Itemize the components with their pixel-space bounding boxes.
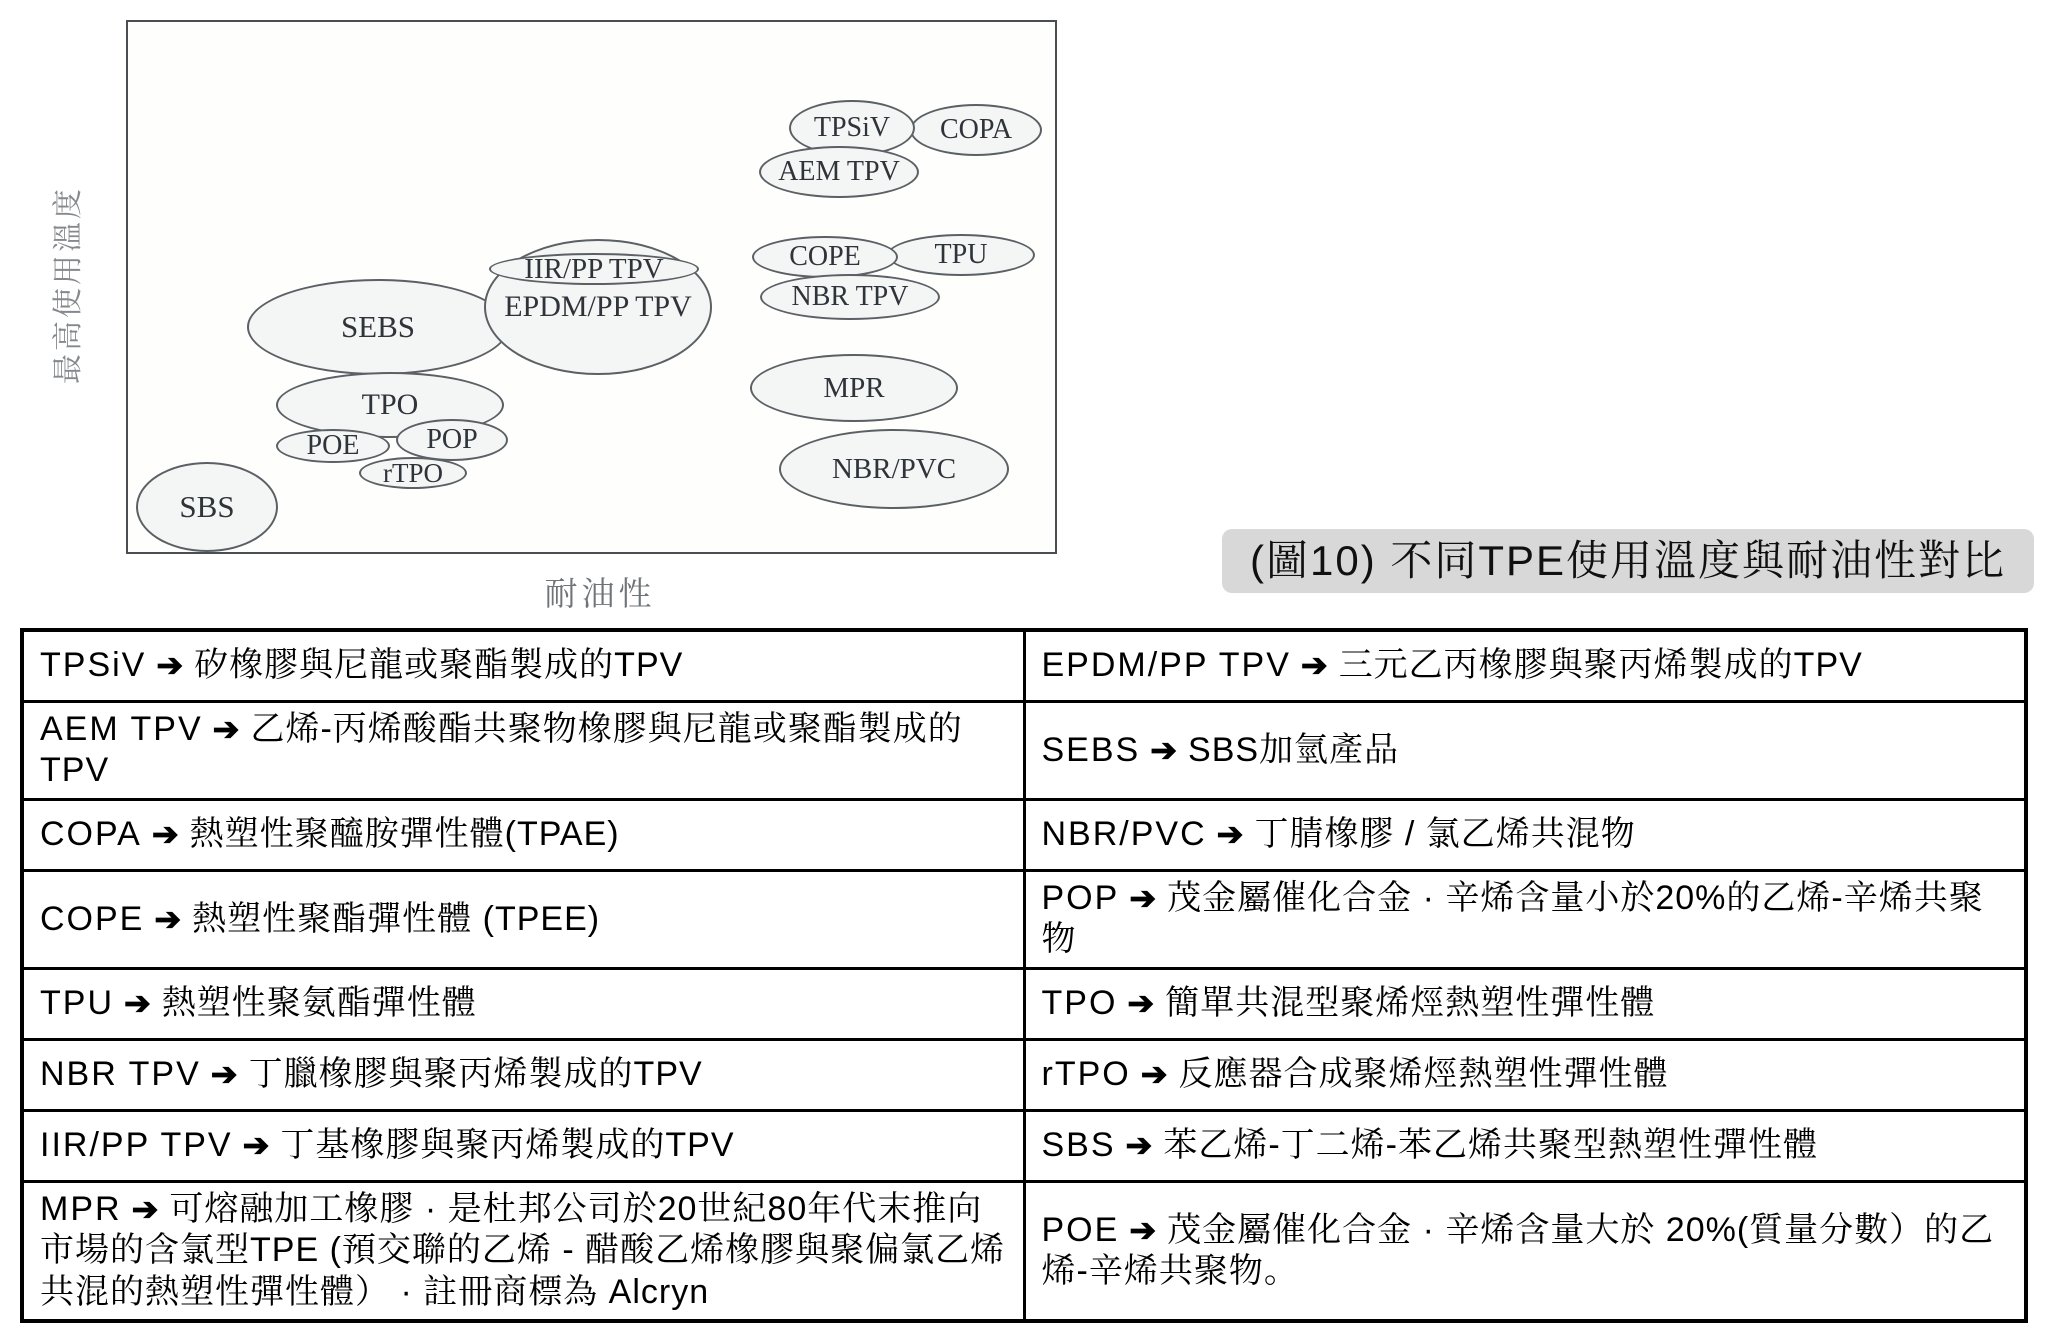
right-arrow-icon: ➔: [151, 816, 180, 853]
table-cell: [22, 1181, 1024, 1321]
abbreviation-description: 熱塑性聚醯胺彈性體(TPAE): [189, 815, 620, 854]
abbreviation-label: COPE: [40, 899, 145, 938]
table-cell: [22, 870, 1024, 968]
abbreviation-description: 簡單共混型聚烯烴熱塑性彈性體: [1165, 984, 1656, 1023]
abbreviation-label: POP: [1041, 878, 1120, 917]
ellipse-label: POE: [306, 430, 360, 461]
ellipse-label: TPO: [361, 388, 419, 421]
figure-caption: (圖10) 不同TPE使用溫度與耐油性對比: [1222, 529, 2034, 593]
ellipse-label: AEM TPV: [778, 156, 900, 187]
table-row: [22, 870, 2026, 968]
right-arrow-icon: ➔: [1216, 816, 1245, 853]
table-row: [22, 702, 2026, 800]
ellipse-pop: [396, 419, 508, 461]
abbreviation-description: 可熔融加工橡膠 · 是杜邦公司於20世紀80年代末推向市場的含氯型TPE (預交聯的乙烯 - 醋酸乙烯橡膠與聚偏氯乙烯共混的熱塑性彈性體） · 註冊商標為 Alcryn: [40, 1189, 1006, 1311]
table-cell: [1024, 870, 2026, 968]
abbreviation-label: NBR/PVC: [1041, 815, 1207, 854]
abbreviation-label: POE: [1041, 1210, 1120, 1249]
table-row: [22, 1110, 2026, 1181]
abbreviation-description: 反應器合成聚烯烴熱塑性彈性體: [1178, 1055, 1669, 1094]
ellipse-copa: [910, 104, 1042, 156]
abbreviation-description: SBS加氫產品: [1188, 730, 1400, 769]
right-arrow-icon: ➔: [242, 1127, 271, 1164]
abbreviation-label: SBS: [1041, 1126, 1116, 1165]
right-arrow-icon: ➔: [1129, 879, 1158, 916]
ellipse-label: NBR/PVC: [831, 452, 957, 485]
abbreviation-label: AEM TPV: [40, 710, 203, 748]
abbreviation-description: 矽橡膠與尼龍或聚酯製成的TPV: [194, 646, 684, 685]
x-axis-label: 耐油性: [544, 575, 656, 612]
table-cell: [22, 630, 1024, 702]
right-arrow-icon: ➔: [1150, 731, 1179, 768]
ellipse-label: MPR: [823, 371, 885, 404]
abbreviation-description: 熱塑性聚氨酯彈性體: [161, 984, 477, 1023]
tpe-positioning-plot: [126, 20, 1057, 554]
table-row: [22, 799, 2026, 870]
right-arrow-icon: ➔: [1140, 1056, 1169, 1093]
abbreviation-label: NBR TPV: [40, 1055, 201, 1094]
ellipse-label: COPA: [939, 114, 1013, 145]
table-cell: [1024, 799, 2026, 870]
abbreviation-description: 茂金屬催化合金 · 辛烯含量大於 20%(質量分數）的乙烯-辛烯共聚物。: [1041, 1210, 1995, 1291]
abbreviation-label: TPSiV: [40, 646, 147, 685]
ellipse-label: SEBS: [340, 309, 416, 344]
table-cell: [1024, 1110, 2026, 1181]
ellipse-aem-tpv: [759, 146, 919, 198]
table-cell: [1024, 968, 2026, 1039]
ellipse-label: SBS: [179, 489, 235, 524]
ellipse-label: IIR/PP TPV: [524, 252, 664, 285]
table-row: [22, 1039, 2026, 1110]
table-cell: [22, 799, 1024, 870]
table-cell: [22, 702, 1024, 800]
y-axis-label: 最高使用溫度: [52, 186, 85, 384]
abbreviation-description: 丁臘橡膠與聚丙烯製成的TPV: [248, 1055, 703, 1094]
abbreviation-label: COPA: [40, 815, 142, 854]
abbreviation-description: 三元乙丙橡膠與聚丙烯製成的TPV: [1338, 646, 1863, 685]
abbreviation-table: [20, 628, 2028, 1323]
abbreviation-label: TPO: [1041, 984, 1118, 1023]
abbreviation-label: EPDM/PP TPV: [1041, 646, 1291, 685]
table-cell: [1024, 702, 2026, 800]
abbreviation-label: SEBS: [1041, 730, 1141, 769]
table-cell: [1024, 1181, 2026, 1321]
ellipse-poe: [276, 429, 390, 463]
ellipse-tpu: [887, 234, 1035, 276]
table-cell: [22, 1110, 1024, 1181]
table-cell: [22, 968, 1024, 1039]
ellipse-nbr-tpv: [760, 274, 940, 320]
ellipse-nbr-pvc: [779, 429, 1009, 509]
ellipse-label: TPSiV: [813, 112, 891, 143]
ellipse-iir-pp-tpv: [489, 253, 699, 285]
right-arrow-icon: ➔: [1129, 1211, 1158, 1248]
abbreviation-label: MPR: [40, 1189, 122, 1228]
ellipse-label: rTPO: [383, 457, 443, 488]
abbreviation-description: 茂金屬催化合金 · 辛烯含量小於20%的乙烯-辛烯共聚物: [1041, 878, 1984, 959]
right-arrow-icon: ➔: [210, 1056, 239, 1093]
ellipse-label: TPU: [934, 239, 988, 270]
table-row: [22, 968, 2026, 1039]
right-arrow-icon: ➔: [131, 1190, 160, 1227]
abbreviation-label: IIR/PP TPV: [40, 1126, 233, 1165]
abbreviation-description: 熱塑性聚酯彈性體 (TPEE): [192, 899, 601, 938]
abbreviation-description: 乙烯-丙烯酸酯共聚物橡膠與尼龍或聚酯製成的TPV: [40, 710, 963, 790]
right-arrow-icon: ➔: [212, 711, 241, 747]
ellipse-rtpo: [359, 457, 467, 489]
abbreviation-label: TPU: [40, 984, 114, 1023]
table-cell: [22, 1039, 1024, 1110]
ellipse-label: NBR TPV: [791, 281, 909, 312]
right-arrow-icon: ➔: [1300, 647, 1329, 684]
ellipse-sebs: [247, 279, 509, 375]
abbreviation-description: 苯乙烯-丁二烯-苯乙烯共聚型熱塑性彈性體: [1163, 1126, 1819, 1165]
ellipse-sbs: [136, 462, 278, 552]
right-arrow-icon: ➔: [124, 985, 152, 1022]
right-arrow-icon: ➔: [154, 900, 183, 937]
table-cell: [1024, 630, 2026, 702]
table-cell: [1024, 1039, 2026, 1110]
right-arrow-icon: ➔: [1127, 985, 1156, 1022]
ellipse-label: COPE: [789, 241, 861, 272]
ellipse-label: EPDM/PP TPV: [504, 290, 692, 323]
table-row: [22, 630, 2026, 702]
ellipse-mpr: [750, 354, 958, 422]
abbreviation-description: 丁腈橡膠 / 氯乙烯共混物: [1254, 815, 1636, 854]
ellipse-label: POP: [426, 424, 478, 455]
table-row: [22, 1181, 2026, 1321]
ellipse-cope: [752, 236, 898, 278]
right-arrow-icon: ➔: [1125, 1127, 1154, 1164]
abbreviation-label: rTPO: [1041, 1055, 1131, 1094]
right-arrow-icon: ➔: [156, 647, 185, 684]
abbreviation-description: 丁基橡膠與聚丙烯製成的TPV: [280, 1126, 735, 1165]
